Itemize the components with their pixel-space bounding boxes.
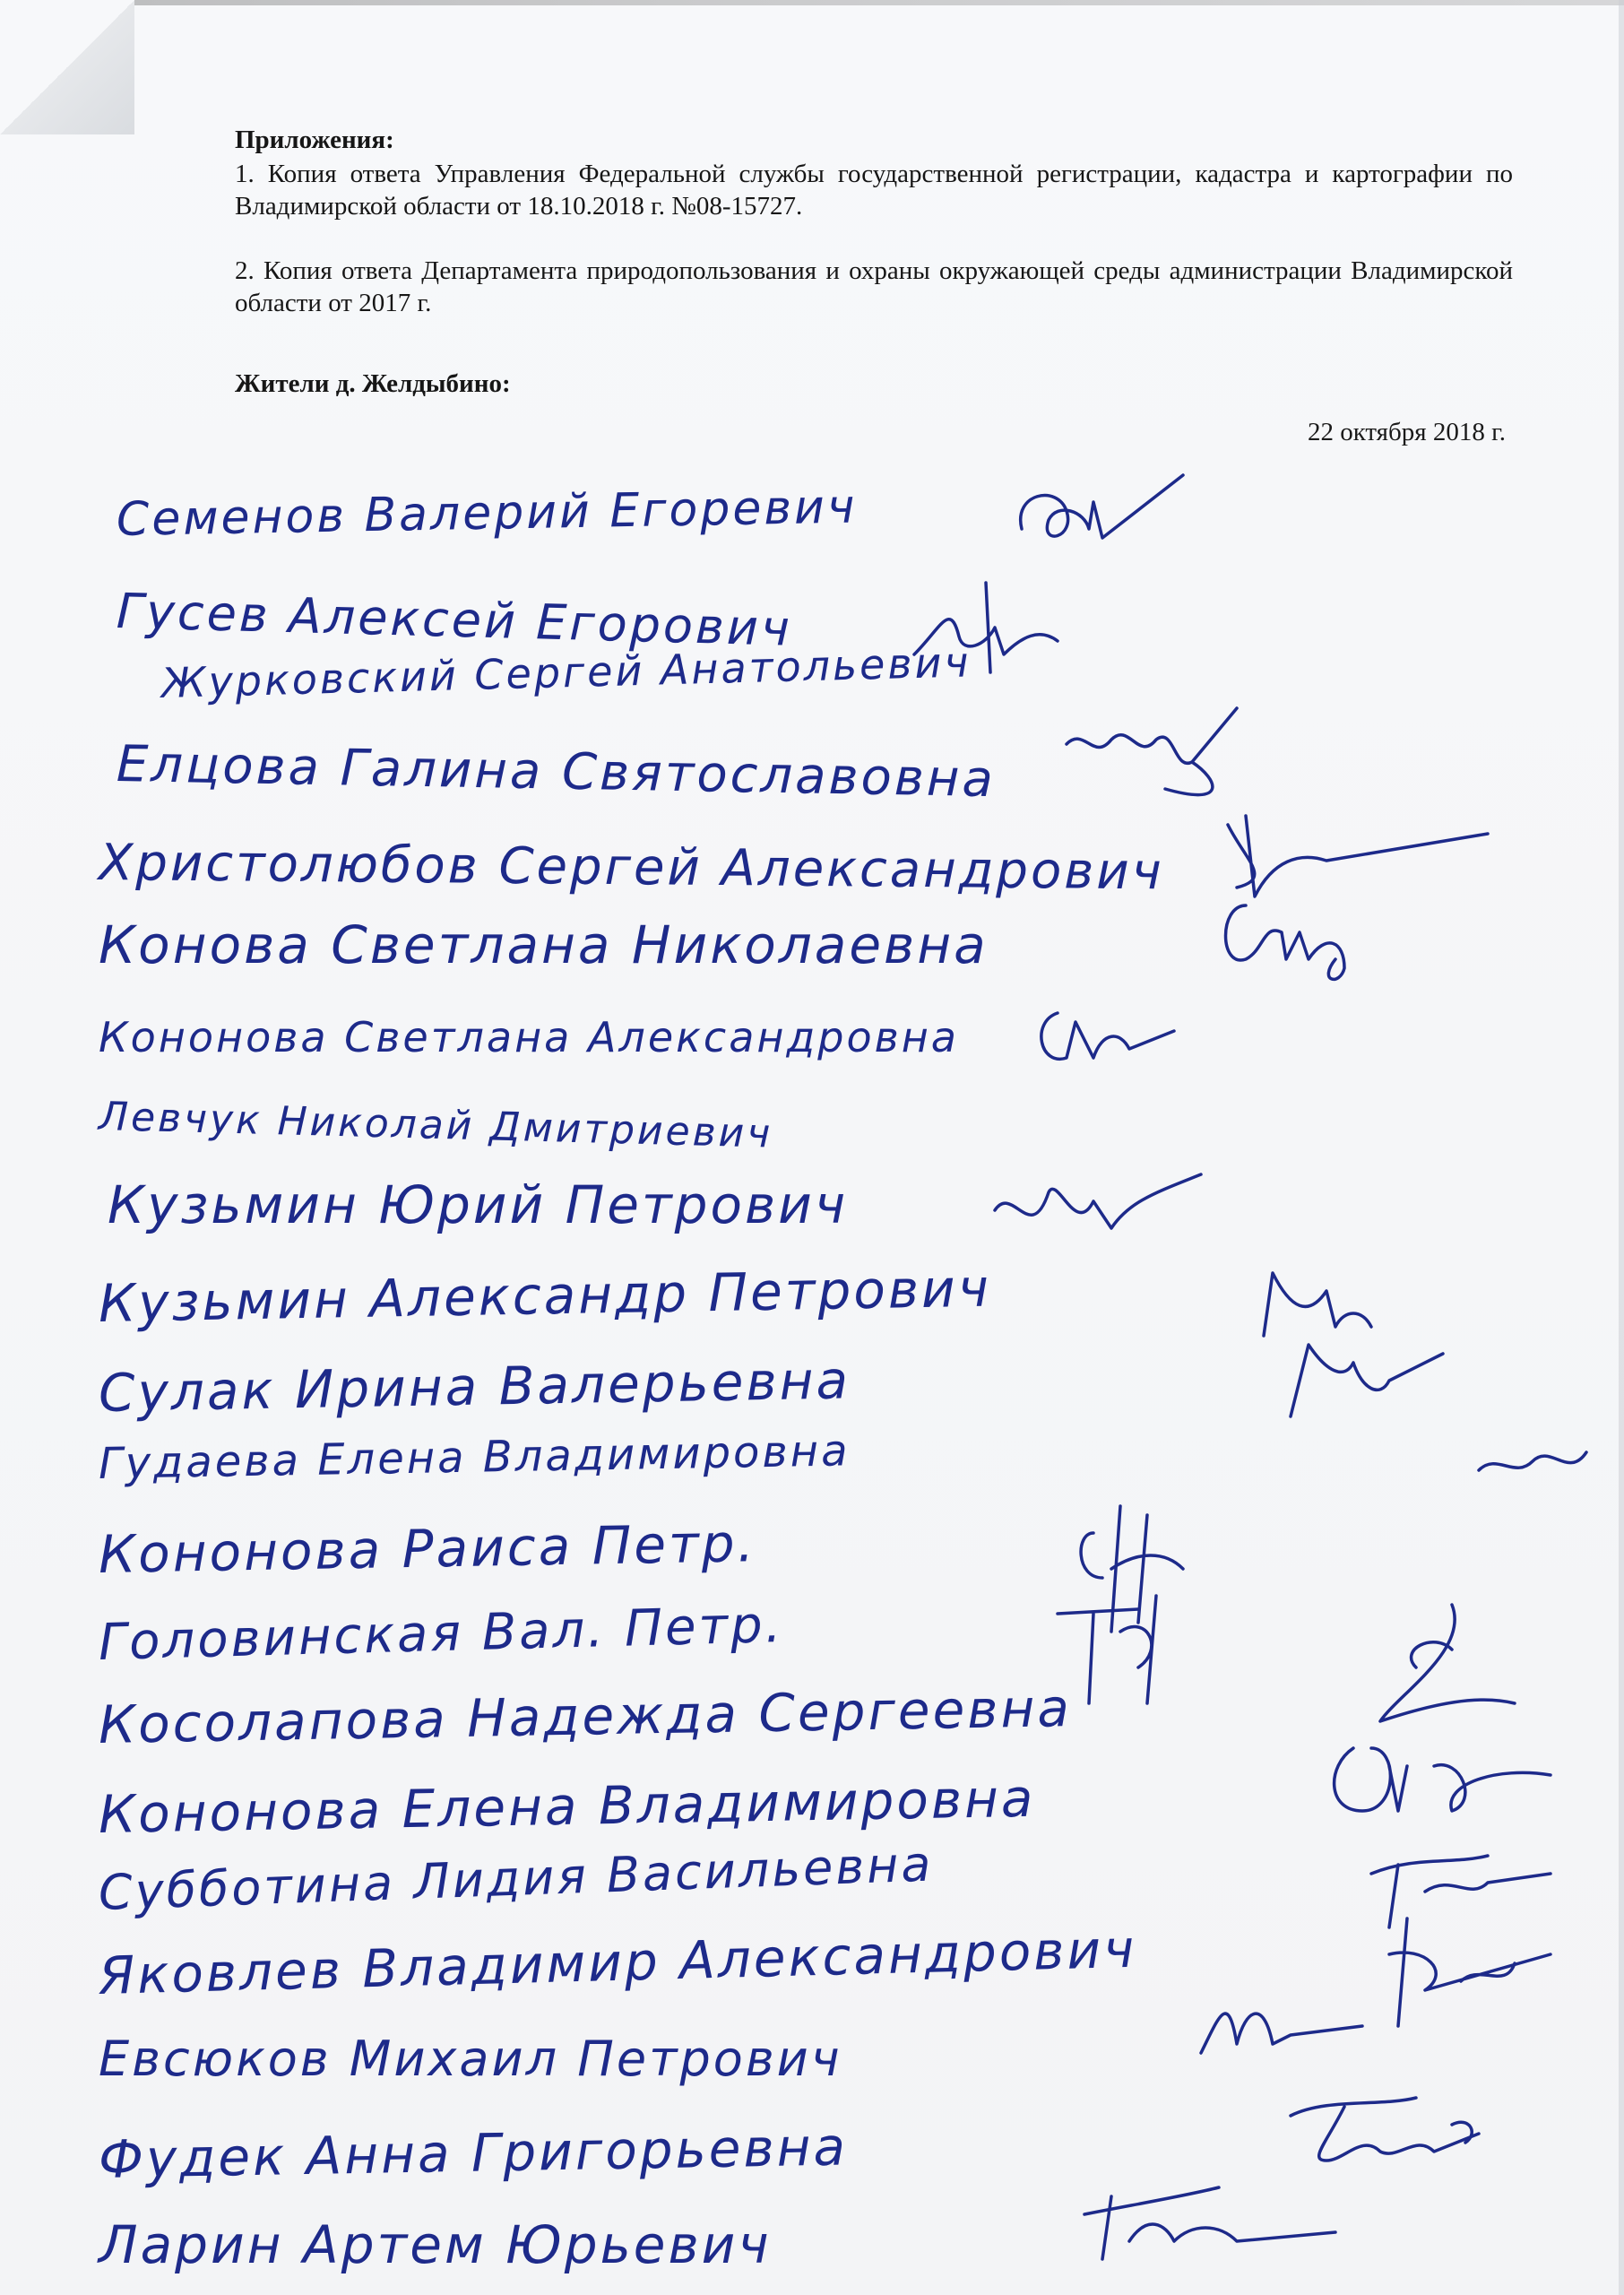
signatory-name: Сулак Ирина Валерьевна xyxy=(98,1349,851,1424)
signatory-name: Евсюков Михаил Петрович xyxy=(99,2031,842,2087)
signatory-name: Конова Светлана Николаевна xyxy=(99,914,989,975)
signature-mark xyxy=(1058,690,1255,816)
signatory-name: Левчук Николай Дмитриевич xyxy=(98,1094,773,1157)
signature-mark xyxy=(1273,2080,1488,2178)
signature-mark xyxy=(1344,1596,1524,1739)
signature-mark xyxy=(1273,1327,1452,1434)
signature-mark xyxy=(977,1156,1210,1264)
signatory-name: Кононова Раиса Петр. xyxy=(98,1512,757,1585)
signature-mark xyxy=(1470,1425,1595,1497)
signatory-name: Журковский Сергей Анатольевич xyxy=(160,637,972,707)
signatory-name: Кузьмин Александр Петрович xyxy=(98,1257,992,1334)
signatory-name: Ларин Артем Юрьевич xyxy=(99,2214,772,2275)
signature-mark xyxy=(1004,466,1201,574)
signatory-name: Гудаева Елена Владимировна xyxy=(98,1425,851,1489)
signatory-name: Христолюбов Сергей Александрович xyxy=(98,834,1165,902)
signatory-name: Семенов Валерий Егоревич xyxy=(116,480,858,547)
signature-mark xyxy=(1371,1901,1568,2035)
attachments-title: Приложения: xyxy=(235,126,394,154)
signature-mark xyxy=(1210,888,1389,986)
signatory-name: Косолапова Надежда Сергеевна xyxy=(98,1677,1073,1755)
signature-mark xyxy=(1022,995,1183,1085)
signatory-name: Гусев Алексей Егорович xyxy=(116,583,793,657)
attachment-item-2: 2. Копия ответа Департамента природопользования и охраны окружающей среды администрации Владимирской области от 2017 г. xyxy=(235,256,1513,317)
residents-heading: Жители д. Желдыбино: xyxy=(235,369,511,398)
signature-mark xyxy=(1192,1972,1371,2071)
attachment-item-1: 1. Копия ответа Управления Федеральной службы государственной регистрации, кадастра и картографии по Владимирской области от 18.10.2018 г. №08-15727. xyxy=(235,160,1513,221)
signatory-name: Головинская Вал. Петр. xyxy=(98,1595,785,1672)
signature-mark xyxy=(1040,1578,1201,1721)
signatory-name: Субботина Лидия Васильевна xyxy=(97,1835,935,1921)
signature-mark xyxy=(1317,1730,1568,1829)
signatory-name: Фудек Анна Григорьевна xyxy=(98,2116,849,2190)
signatory-name: Кузьмин Юрий Петрович xyxy=(108,1174,849,1235)
signatory-name: Кононова Елена Владимировна xyxy=(98,1767,1036,1845)
document-date: 22 октября 2018 г. xyxy=(1307,418,1506,446)
signature-mark xyxy=(1075,2169,1344,2268)
signature-mark xyxy=(905,574,1084,681)
signatory-name: Яковлев Владимир Александрович xyxy=(98,1918,1138,2006)
signatory-name: Елцова Галина Святославовна xyxy=(116,735,997,810)
signatory-name: Кононова Светлана Александровна xyxy=(99,1013,959,1061)
